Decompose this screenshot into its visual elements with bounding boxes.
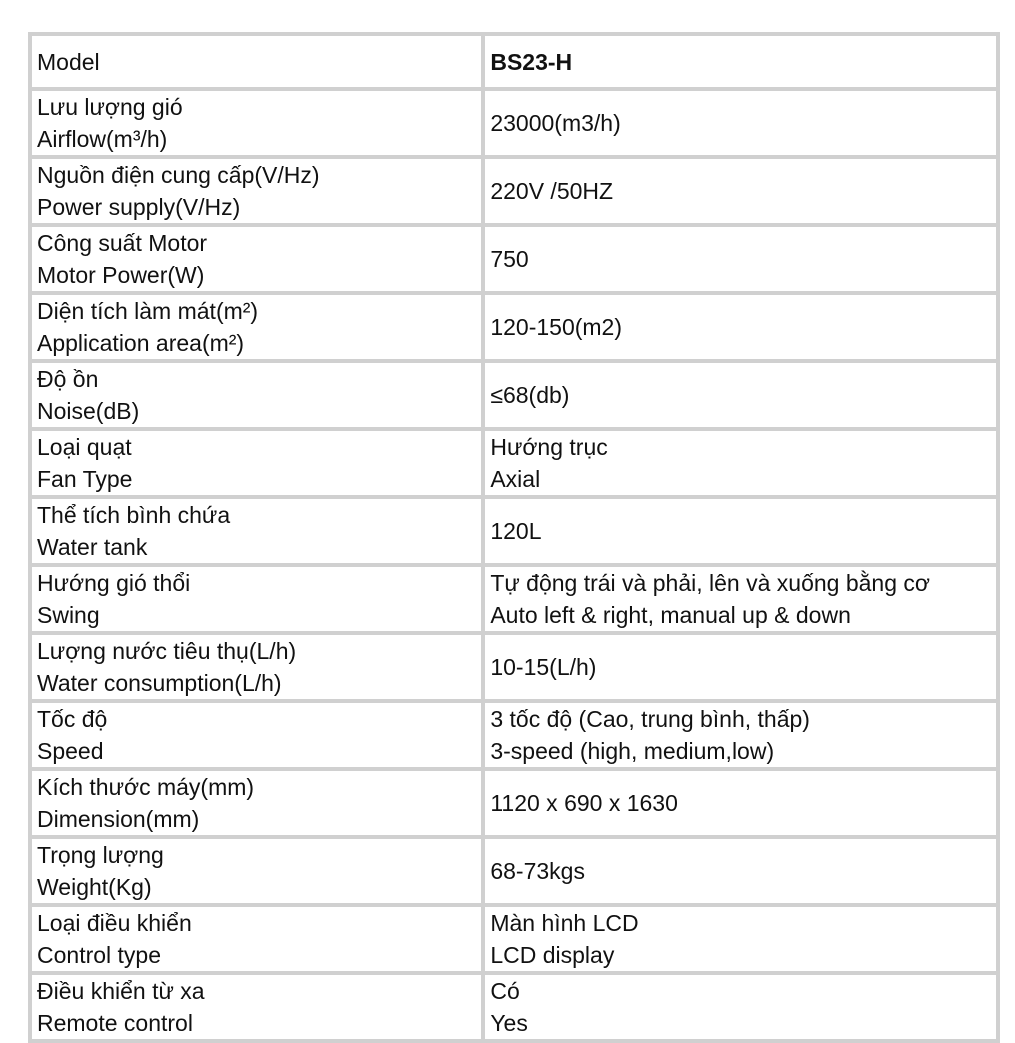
spec-label-cell-line: Diện tích làm mát(m²) — [37, 298, 259, 324]
spec-label-cell-line: Application area(m²) — [37, 330, 245, 356]
spec-label-cell-line: Power supply(V/Hz) — [37, 194, 241, 220]
spec-label-cell-line: Motor Power(W) — [37, 262, 205, 288]
spec-label-cell — [32, 159, 481, 223]
spec-value-cell-line: BS23-H — [490, 48, 573, 75]
spec-value-cell — [485, 839, 996, 903]
spec-label-cell-line: Water consumption(L/h) — [37, 670, 282, 696]
spec-label-cell-line: Lượng nước tiêu thụ(L/h) — [37, 638, 297, 664]
spec-value-cell-line: 3-speed (high, medium,low) — [490, 738, 775, 764]
spec-label-cell — [32, 839, 481, 903]
spec-label-cell-line: Weight(Kg) — [37, 874, 152, 900]
table-row — [32, 635, 996, 699]
spec-label-cell — [32, 363, 481, 427]
table-row — [32, 295, 996, 359]
spec-value-cell — [485, 499, 996, 563]
spec-value-cell — [485, 295, 996, 359]
table-row — [32, 567, 996, 631]
spec-table — [28, 32, 1000, 1043]
table-row — [32, 159, 996, 223]
spec-label-cell — [32, 771, 481, 835]
spec-label-cell-line: Loại quạt — [37, 434, 132, 460]
spec-label-cell-line: Thể tích bình chứa — [37, 502, 231, 528]
spec-label-cell-line: Airflow(m³/h) — [37, 126, 168, 152]
spec-label-cell-line: Nguồn điện cung cấp(V/Hz) — [37, 162, 320, 188]
table-row — [32, 431, 996, 495]
spec-label-cell — [32, 36, 481, 87]
spec-label-cell-line: Control type — [37, 942, 162, 968]
spec-value-cell-line: Có — [490, 978, 520, 1004]
spec-value-cell-line: 68-73kgs — [490, 858, 585, 884]
spec-value-cell — [485, 91, 996, 155]
spec-value-cell-line: Hướng trục — [490, 434, 608, 460]
spec-value-cell-line: 120-150(m2) — [490, 314, 623, 340]
spec-value-cell — [485, 159, 996, 223]
spec-value-cell-line: ≤68(db) — [490, 382, 570, 408]
spec-label-cell-line: Noise(dB) — [37, 398, 140, 424]
spec-label-cell-line: Speed — [37, 738, 104, 764]
spec-label-cell — [32, 227, 481, 291]
spec-value-cell-line: 23000(m3/h) — [490, 110, 621, 136]
spec-label-cell — [32, 567, 481, 631]
spec-label-cell-line: Remote control — [37, 1010, 193, 1036]
spec-label-cell-line: Model — [37, 48, 100, 75]
table-row — [32, 227, 996, 291]
spec-label-cell-line: Điều khiển từ xa — [37, 978, 205, 1004]
table-row — [32, 771, 996, 835]
spec-value-cell — [485, 771, 996, 835]
spec-value-cell — [485, 431, 996, 495]
spec-value-cell — [485, 635, 996, 699]
spec-label-cell — [32, 975, 481, 1039]
spec-value-cell-line: 10-15(L/h) — [490, 654, 597, 680]
spec-label-cell — [32, 499, 481, 563]
spec-value-cell-line: 220V /50HZ — [490, 178, 614, 204]
table-row — [32, 363, 996, 427]
spec-label-cell — [32, 295, 481, 359]
spec-label-cell-line: Hướng gió thổi — [37, 570, 191, 596]
spec-value-cell-line: LCD display — [490, 942, 615, 968]
spec-label-cell-line: Kích thước máy(mm) — [37, 774, 255, 800]
spec-value-cell — [485, 363, 996, 427]
spec-label-cell-line: Swing — [37, 602, 100, 628]
spec-label-cell-line: Trọng lượng — [37, 842, 164, 868]
table-row — [32, 975, 996, 1039]
spec-value-cell — [485, 567, 996, 631]
spec-value-cell-line: Yes — [490, 1010, 528, 1036]
spec-label-cell-line: Lưu lượng gió — [37, 94, 183, 120]
spec-table-body — [32, 36, 996, 1039]
spec-value-cell-line: 3 tốc độ (Cao, trung bình, thấp) — [490, 706, 810, 732]
spec-label-cell-line: Loại điều khiển — [37, 910, 192, 936]
spec-label-cell-line: Dimension(mm) — [37, 806, 200, 832]
spec-value-cell-line: 120L — [490, 518, 542, 544]
table-row — [32, 703, 996, 767]
spec-value-cell-line: Auto left & right, manual up & down — [490, 602, 851, 628]
spec-label-cell — [32, 703, 481, 767]
spec-label-cell-line: Công suất Motor — [37, 230, 208, 256]
spec-label-cell-line: Water tank — [37, 534, 148, 560]
spec-value-cell — [485, 227, 996, 291]
spec-value-cell — [485, 703, 996, 767]
spec-label-cell — [32, 91, 481, 155]
spec-label-cell-line: Tốc độ — [37, 706, 108, 732]
spec-value-cell-line: Axial — [490, 466, 541, 492]
spec-value-cell — [485, 975, 996, 1039]
spec-label-cell-line: Fan Type — [37, 466, 133, 492]
spec-value-cell-line: Tự động trái và phải, lên và xuống bằng cơ — [490, 570, 930, 596]
spec-label-cell — [32, 635, 481, 699]
spec-label-cell — [32, 431, 481, 495]
table-row — [32, 91, 996, 155]
table-row — [32, 839, 996, 903]
table-row — [32, 36, 996, 87]
spec-value-cell-line: 1120 x 690 x 1630 — [490, 790, 678, 816]
spec-label-cell — [32, 907, 481, 971]
spec-label-cell-line: Độ ồn — [37, 366, 99, 392]
spec-value-cell-line: 750 — [490, 246, 529, 272]
spec-value-cell — [485, 907, 996, 971]
spec-value-cell — [485, 36, 996, 87]
table-row — [32, 499, 996, 563]
spec-value-cell-line: Màn hình LCD — [490, 910, 639, 936]
table-row — [32, 907, 996, 971]
